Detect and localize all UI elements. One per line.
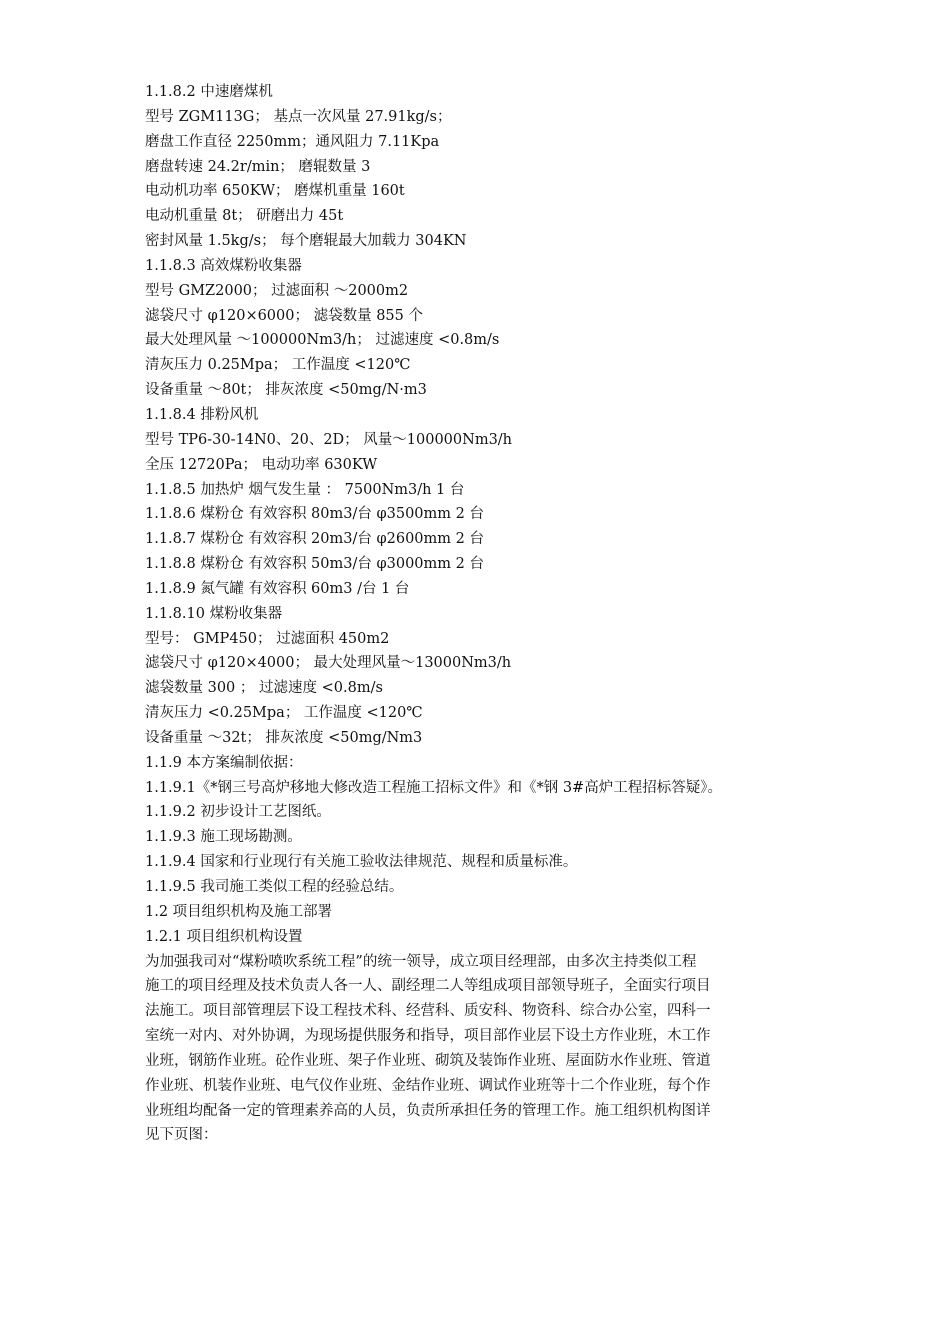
spec-line: 型号 TP6-30-14N0、20、2D； 风量～100000Nm3/h: [145, 431, 513, 448]
heading-1-2: 1.2 项目组织机构及施工部署: [145, 903, 333, 920]
heading-1-1-8-2: 1.1.8.2 中速磨煤机: [145, 84, 273, 100]
spec-line: 磨盘转速 24.2r/min； 磨辊数量 3: [145, 158, 371, 175]
spec-line: 型号 GMZ2000； 过滤面积 ～2000m2: [145, 282, 409, 299]
heading-1-1-8-6: 1.1.8.6 煤粉仓 有效容积 80m3/台 φ3500mm 2 台: [145, 506, 484, 523]
spec-line: 最大处理风量 ～100000Nm3/h； 过滤速度 <0.8m/s: [145, 332, 500, 349]
spec-line: 电动机重量 8t； 研磨出力 45t: [145, 208, 344, 225]
paragraph-line: 施工的项目经理及技术负责人各一人、副经理二人等组成项目部领导班子，全面实行项目: [145, 978, 711, 995]
paragraph-line: 为加强我司对“煤粉喷吹系统工程”的统一领导，成立项目经理部，由多次主持类似工程: [145, 953, 697, 970]
basis-item: 1.1.9.4 国家和行业现行有关施工验收法律规范、规程和质量标准。: [145, 854, 578, 871]
paragraph-line: 见下页图：: [145, 1127, 218, 1144]
heading-1-1-8-9: 1.1.8.9 氮气罐 有效容积 60m3 /台 1 台: [145, 580, 410, 597]
heading-1-1-8-4: 1.1.8.4 排粉风机: [145, 406, 259, 423]
paragraph-line: 室统一对内、对外协调，为现场提供服务和指导，项目部作业层下设土方作业班，木工作: [145, 1028, 711, 1045]
spec-line: 电动机功率 650KW； 磨煤机重量 160t: [145, 183, 405, 200]
paragraph-line: 作业班、机装作业班、电气仪作业班、金结作业班、调试作业班等十二个作业班，每个作: [145, 1077, 711, 1094]
heading-1-1-8-5: 1.1.8.5 加热炉 烟气发生量 ： 7500Nm3/h 1 台: [145, 481, 465, 498]
spec-line: 设备重量 ～32t； 排灰浓度 <50mg/Nm3: [145, 729, 423, 746]
paragraph-line: 业班组均配备一定的管理素养高的人员，负责所承担任务的管理工作。施工组织机构图详: [145, 1102, 711, 1119]
spec-line: 型号： GMP450； 过滤面积 450m2: [145, 630, 390, 647]
spec-line: 滤袋数量 300 ； 过滤速度 <0.8m/s: [145, 680, 383, 697]
paragraph-line: 业班，钢筋作业班。砼作业班、架子作业班、砌筑及装饰作业班、屋面防水作业班、管道: [145, 1052, 711, 1069]
spec-line: 设备重量 ～80t； 排灰浓度 <50mg/N·m3: [145, 382, 427, 399]
document-body: [145, 80, 807, 1148]
spec-line: 滤袋尺寸 φ120×6000； 滤袋数量 855 个: [145, 307, 423, 324]
heading-1-2-1: 1.2.1 项目组织机构设置: [145, 928, 303, 945]
basis-item: 1.1.9.3 施工现场勘测。: [145, 829, 302, 846]
heading-1-1-8-3: 1.1.8.3 高效煤粉收集器: [145, 257, 302, 274]
spec-line: 清灰压力 <0.25Mpa； 工作温度 <120℃: [145, 705, 423, 722]
spec-line: 磨盘工作直径 2250mm；通风阻力 7.11Kpa: [145, 133, 440, 150]
spec-line: 密封风量 1.5kg/s； 每个磨辊最大加载力 304KN: [145, 233, 467, 250]
paragraph-line: 法施工。项目部管理层下设工程技术科、经营科、质安科、物资科、综合办公室，四科一: [145, 1003, 711, 1020]
basis-item: 1.1.9.1《*钢三号高炉移地大修改造工程施工招标文件》和《*钢 3#高炉工程招标答疑》。: [145, 779, 722, 796]
basis-item: 1.1.9.5 我司施工类似工程的经验总结。: [145, 879, 404, 895]
heading-1-1-8-7: 1.1.8.7 煤粉仓 有效容积 20m3/台 φ2600mm 2 台: [145, 531, 484, 548]
spec-line: 清灰压力 0.25Mpa； 工作温度 <120℃: [145, 357, 411, 374]
heading-1-1-9: 1.1.9 本方案编制依据：: [145, 754, 303, 771]
spec-line: 全压 12720Pa； 电动功率 630KW: [145, 456, 378, 473]
heading-1-1-8-10: 1.1.8.10 煤粉收集器: [145, 605, 283, 622]
organization-paragraph: [145, 950, 807, 1149]
heading-1-1-8-8: 1.1.8.8 煤粉仓 有效容积 50m3/台 φ3000mm 2 台: [145, 556, 484, 573]
basis-item: 1.1.9.2 初步设计工艺图纸。: [145, 804, 331, 821]
spec-line: 滤袋尺寸 φ120×4000； 最大处理风量～13000Nm3/h: [145, 655, 512, 672]
spec-line: 型号 ZGM113G； 基点一次风量 27.91kg/s；: [145, 108, 452, 125]
